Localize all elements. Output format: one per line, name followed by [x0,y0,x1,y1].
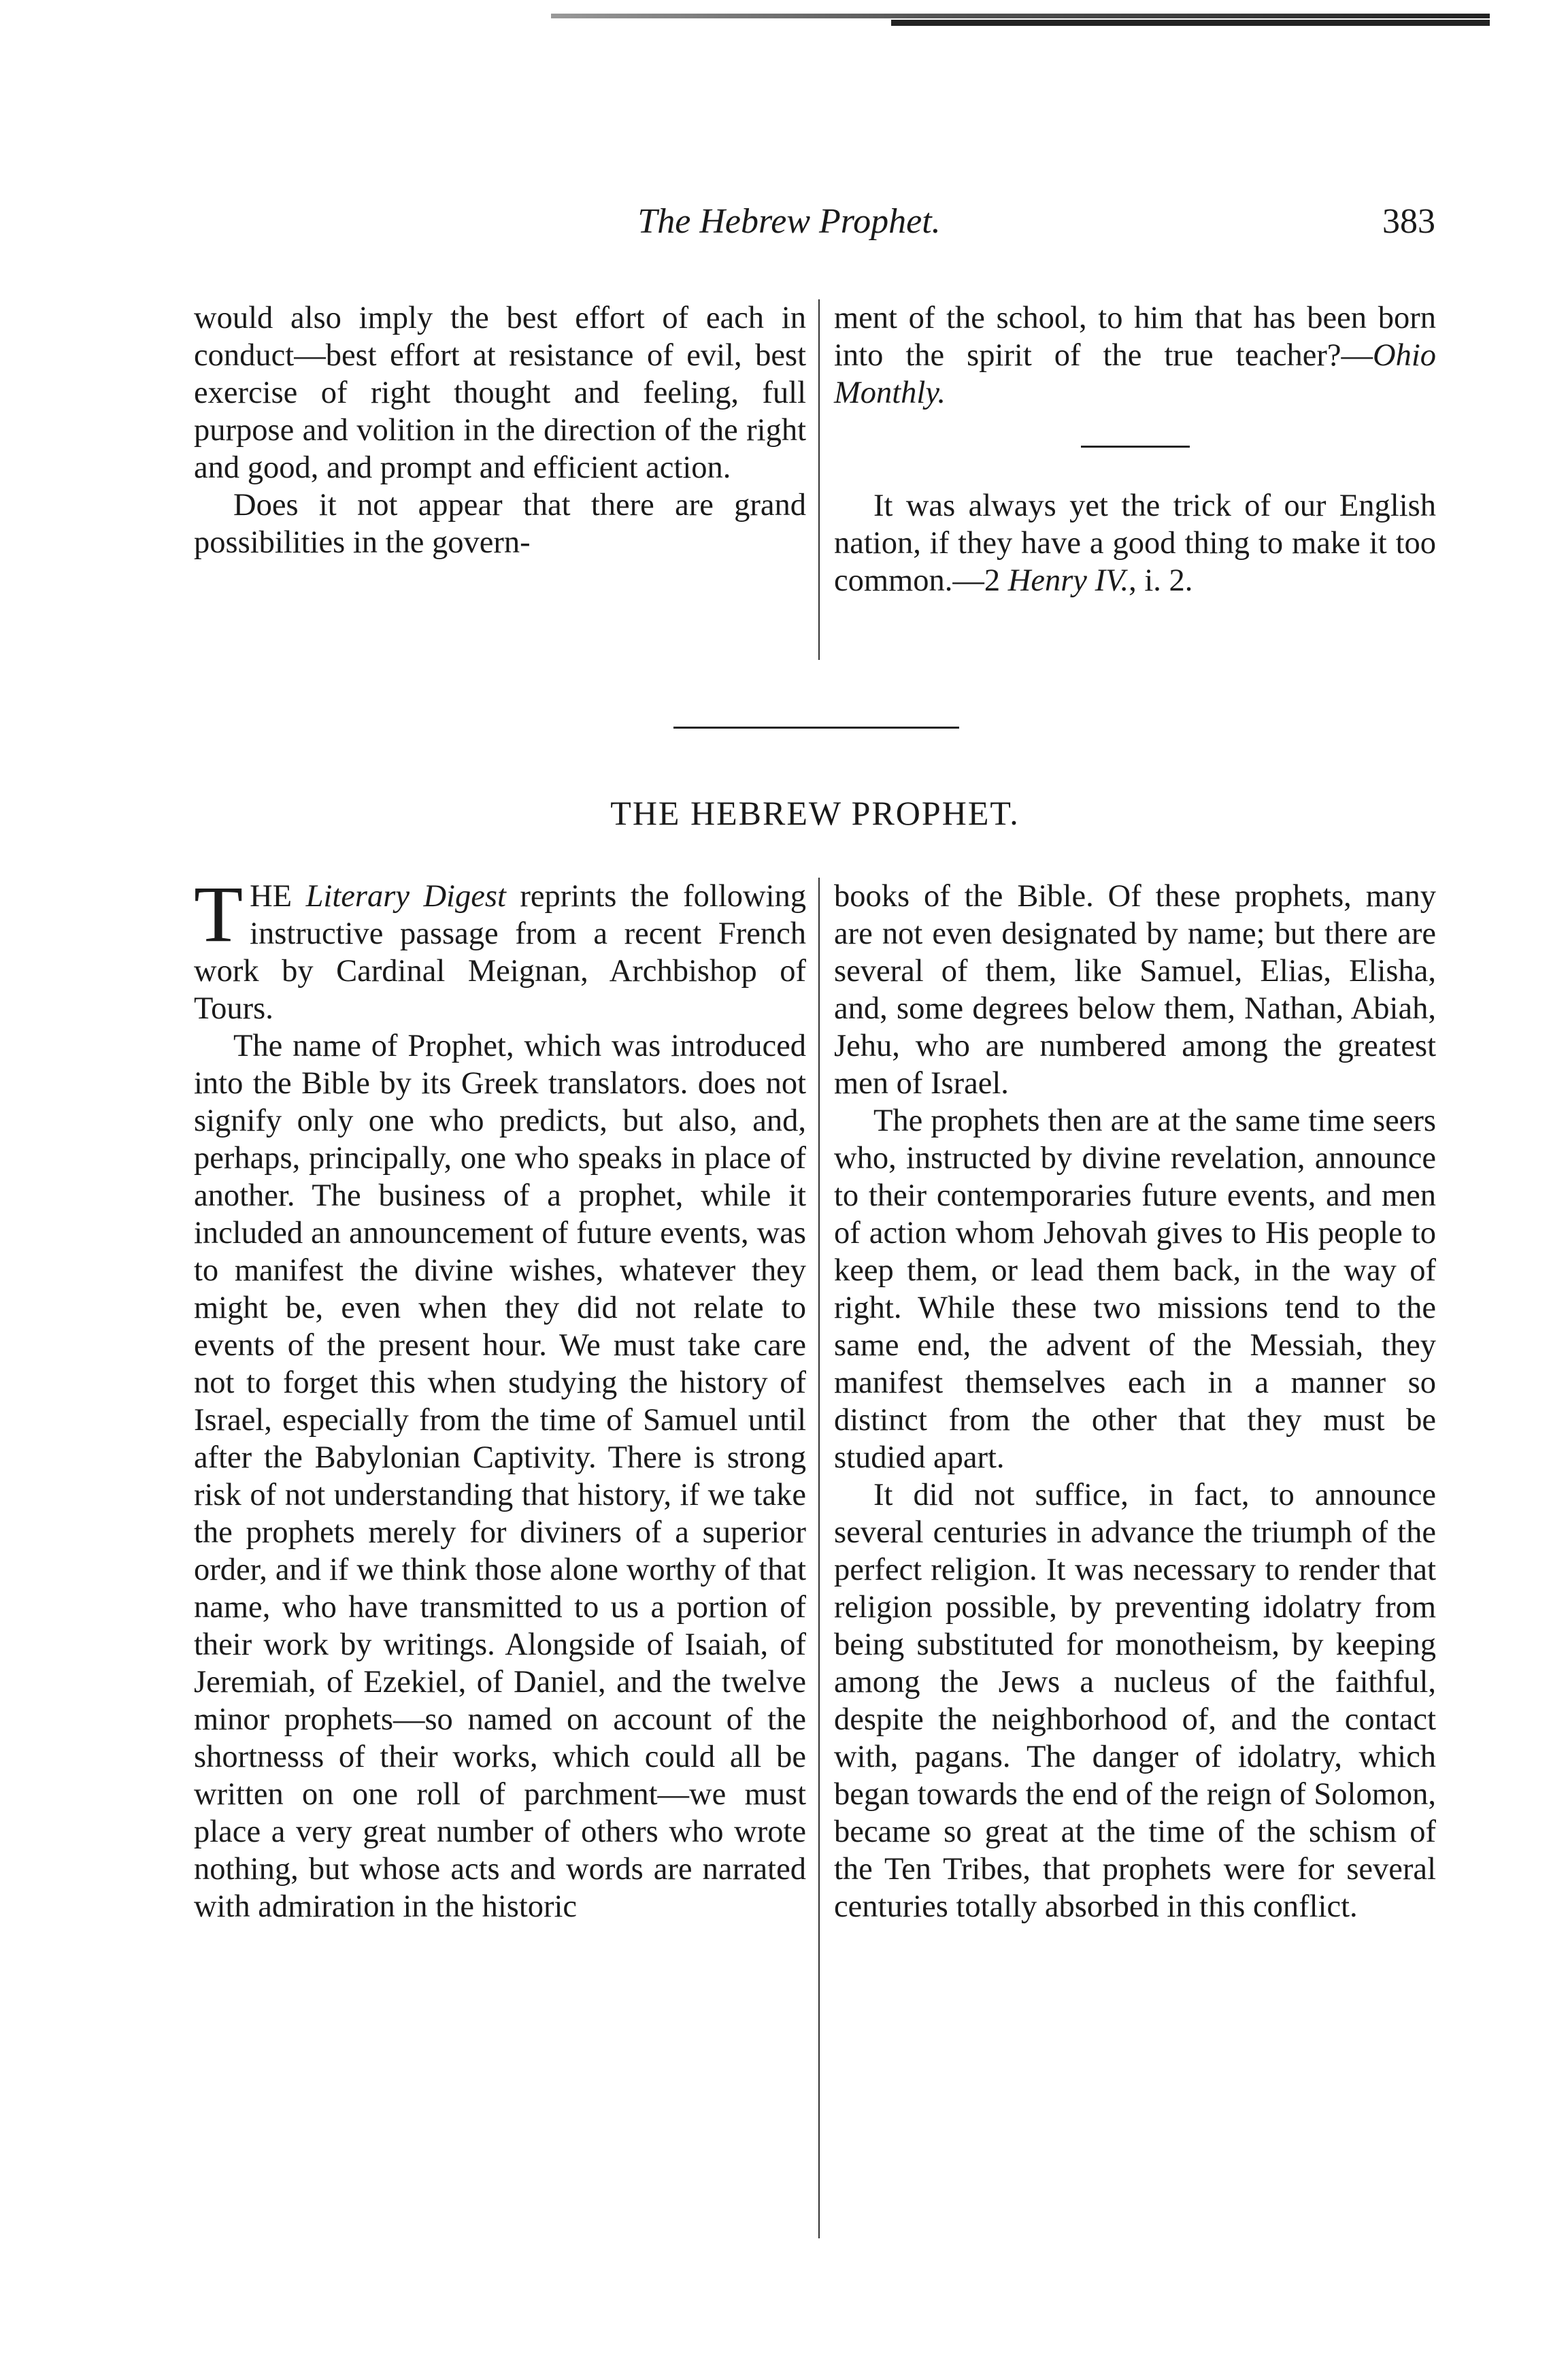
previous-article-left-column [194,299,806,561]
quote-source: Henry IV. [1007,563,1129,598]
article-paragraph-4: It did not suffice, in fact, to announce several centuries in advance the triumph of the perfect religion. It was necessary to render that religion possible, by preventing idolatry from being substituted for monotheism, by keeping among the Jews a nucleus of the faithful, despite the neighborhood of, and the contact with, pagans. The danger of idolatry, which began towards the end of the reign of Solomon, became so great at the time of the schism of the Ten Tribes, that prophets were for several centuries totally absorbed in this conflict. [834,1478,1436,1924]
drop-cap: T [194,869,244,959]
article-right-column [834,878,1436,1925]
article-paragraph-3: The prophets then are at the same time seers who, instructed by divine revelation, announce to their contemporaries future events, and men of action whom Jehovah gives to His people to keep them, or lead them back, in the way of right. While these two missions tend to the same end, the advent of the Messiah, they manifest themselves each in a manner so distinct from the other that they must be studied apart. [834,1104,1436,1475]
top-rule-heavy [891,20,1490,26]
quote-separator-rule [1081,446,1190,448]
article-title: THE HEBREW PROPHET. [610,794,1020,832]
column-divider-bottom [818,878,820,2238]
page-number: 383 [1382,202,1435,241]
literary-digest: Literary Digest [305,879,506,914]
previous-paragraph-1: would also imply the best effort of each in conduct—best effort at resistance of evil, best exercise of right thought and feeling, full purpose and volition in the direction of the right and good, and prompt and efficient action. [194,301,806,485]
article-left-column [194,869,806,1925]
intro-paragraph: THE Literary Digest reprints the following instructive passage from a recent French work by Cardinal Meignan, Archbishop of Tours. [194,869,806,1026]
column-divider-top [818,299,820,660]
article-paragraph-1: The name of Prophet, which was introduced into the Bible by its Greek translators. does not signify only one who predicts, but also, and, perhaps, principally, one who speaks in place of another. The business of a prophet, while it included an announcement of future events, was to manifest the divine wishes, whatever they might be, even when they did not relate to events of the present hour. We must take care not to forget this when studying the history of Israel, especially from the time of Samuel until after the Babylonian Captivity. There is strong risk of not understanding that history, if we take the prophets merely for diviners of a superior order, and if we think those alone worthy of that name, who have transmitted to us a portion of their work by writings. Alongside of Isaiah, of Jeremiah, of Ezekiel, of Daniel, and the twelve minor prophets—so named on account of the shortnesss of their works, which could all be written on one roll of parchment—we must place a very great number of others who wrote nothing, but whose acts and words are narrated with admiration in the historic [194,1029,806,1924]
previous-paragraph-2: Does it not appear that there are grand possibilities in the govern- [194,488,806,560]
previous-continuation: ment of the school, to him that has been born into the spirit of the true teacher?—Ohio Monthly. [834,301,1436,410]
source-ohio-monthly: Ohio Monthly. [834,338,1436,410]
previous-article-right-column [834,299,1436,599]
running-head-title: The Hebrew Prophet. [637,202,941,241]
article-paragraph-2: books of the Bible. Of these prophets, many are not even designated by name; but there are several of them, like Samuel, Elias, Elisha, and, some degrees below them, Nathan, Abiah, Jehu, who are numbered among the greatest men of Israel. [834,879,1436,1101]
shakespeare-quote: It was always yet the trick of our English nation, if they have a good thing to make it too common.—2 Henry IV., i. 2. [834,488,1436,598]
top-rule [551,14,1490,18]
article-separator-rule [673,727,959,729]
